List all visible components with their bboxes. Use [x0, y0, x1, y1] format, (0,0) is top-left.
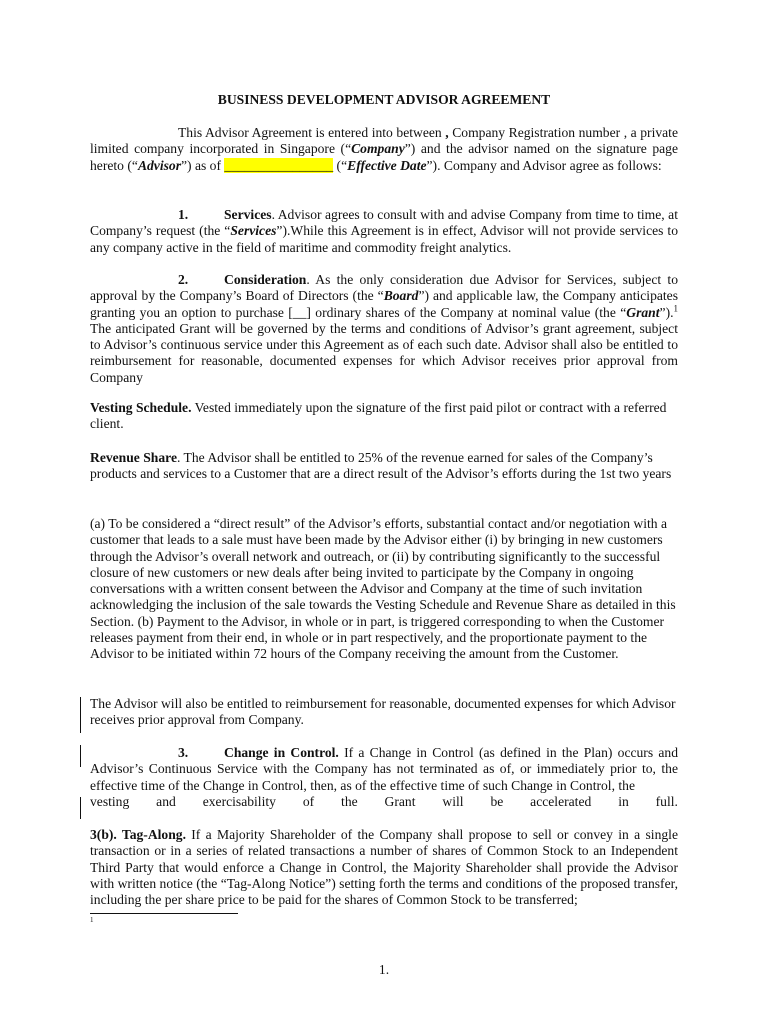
revision-bar	[80, 697, 81, 733]
page-number: 1.	[378, 962, 390, 977]
footnote-marker: 1	[90, 916, 94, 924]
section-number: 2.	[178, 272, 189, 287]
revenue-share-paragraph: Revenue Share. The Advisor shall be entitled to 25% of the revenue earned for sales of the Company’s products and services to a Customer that are a direct result of the Advisor’s efforts during the 1st two years	[90, 450, 672, 482]
effective-date-term: Effective Date	[347, 157, 427, 173]
company-term: Company	[351, 141, 405, 157]
clause-a-paragraph: (a) To be considered a “direct result” of the Advisor’s efforts, substantial contact and/or negotiation with a customer that leads to a sale must have been made by the Advisor either (i) by bringing in new customers through the Advisor’s overall network and outreach, or (ii) by contributing significantly to the successful closure of new customers or new deals after being invited to participate by the Company in ongoing conversations with a written consent between the Advisor and Company at the time of such invitation acknowledging the inclusion of the sale towards the Vesting Schedule and Revenue Share as detailed in this Section. (b) Payment to the Advisor, in whole or in part, is triggered corresponding to when the Customer releases payment from their end, in whole or in part respectively, and the proportionate payment to the Advisor to be initiated within 72 hours of the Company receiving the amount from the Customer.	[90, 516, 676, 662]
section-change-in-control: 3. Change in Control. If a Change in Control (as defined in the Plan) occurs and Advisor’s Continuous Service with the Company has not terminated as of, or immediately prior to, the effective time of the Change in Control, then, as of the effective time of such Change in Control, the vesting and exercisability of the Grant will be accelerated in full.	[90, 745, 678, 809]
section-heading: 3(b). Tag-Along.	[90, 827, 186, 842]
document-title: BUSINESS DEVELOPMENT ADVISOR AGREEMENT	[217, 92, 551, 107]
section-number: 3.	[178, 745, 189, 760]
section-number: 1.	[178, 207, 189, 222]
section-tag-along: 3(b). Tag-Along. If a Majority Shareholder of the Company shall propose to sell or convey in a single transaction or in a series of related transactions a number of shares of Common Stock to an Independent Third Party that would enforce a Change in Control, the Majority Shareholder shall provide the Advisor with written notice (the “Tag-Along Notice”) setting forth the terms and conditions of the proposed transfer, including the per share price to be paid for the shares of Common Stock to be transferred;	[90, 827, 678, 908]
grant-term: Grant	[626, 304, 660, 320]
board-term: Board	[383, 288, 419, 304]
section-heading: Revenue Share	[90, 450, 177, 465]
services-term: Services	[230, 223, 277, 239]
revision-bar	[80, 797, 81, 819]
intro-paragraph: This Advisor Agreement is entered into between , Company Registration number , a private limited company incorporated in Singapore (“Company”) and the advisor named on the signature page hereto (“Advisor”) as of ________________ (“Effective Date”). Company and Advisor agree as follows:	[90, 125, 678, 173]
section-heading: Vesting Schedule.	[90, 400, 192, 415]
section-heading: Services	[224, 207, 272, 222]
section-heading: Consideration	[224, 272, 307, 287]
advisor-term: Advisor	[137, 157, 181, 173]
effective-date-blank[interactable]: ________________	[224, 157, 334, 173]
justified-last-line: vesting and exercisability of the Grant will be accelerated in full.	[90, 793, 678, 809]
section-consideration: 2. Consideration. As the only consideration due Advisor for Services, subject to approval by the Company’s Board of Directors (the “Board”) and applicable law, the Company anticipates granting you an option to purchase [__] ordinary shares of the Company at nominal value (the “Grant”).$^1$ The anticipated Grant will be governed by the terms and conditions of Advisor’s grant agreement, subject to Advisor’s continuous service under this Agreement as of each such date. Advisor shall also be entitled to reimbursement for reasonable, documented expenses for which Advisor receives prior approval from Company	[90, 272, 678, 385]
footnote-separator	[90, 913, 238, 914]
vesting-schedule-paragraph: Vesting Schedule. Vested immediately upon the signature of the first paid pilot or contract with a referred client.	[90, 400, 667, 432]
section-heading: Change in Control.	[224, 745, 339, 760]
section-services: 1. Services. Advisor agrees to consult with and advise Company from time to time, at Company’s request (the “Services”).While this Agreement is in effect, Advisor will not provide services to any company active in the field of maritime and commodity freight analytics.	[90, 207, 678, 255]
reimbursement-paragraph: The Advisor will also be entitled to reimbursement for reasonable, documented expenses for which Advisor receives prior approval from Company.	[90, 696, 676, 728]
footnote-reference[interactable]: 1	[673, 303, 678, 314]
revision-bar	[80, 745, 81, 767]
